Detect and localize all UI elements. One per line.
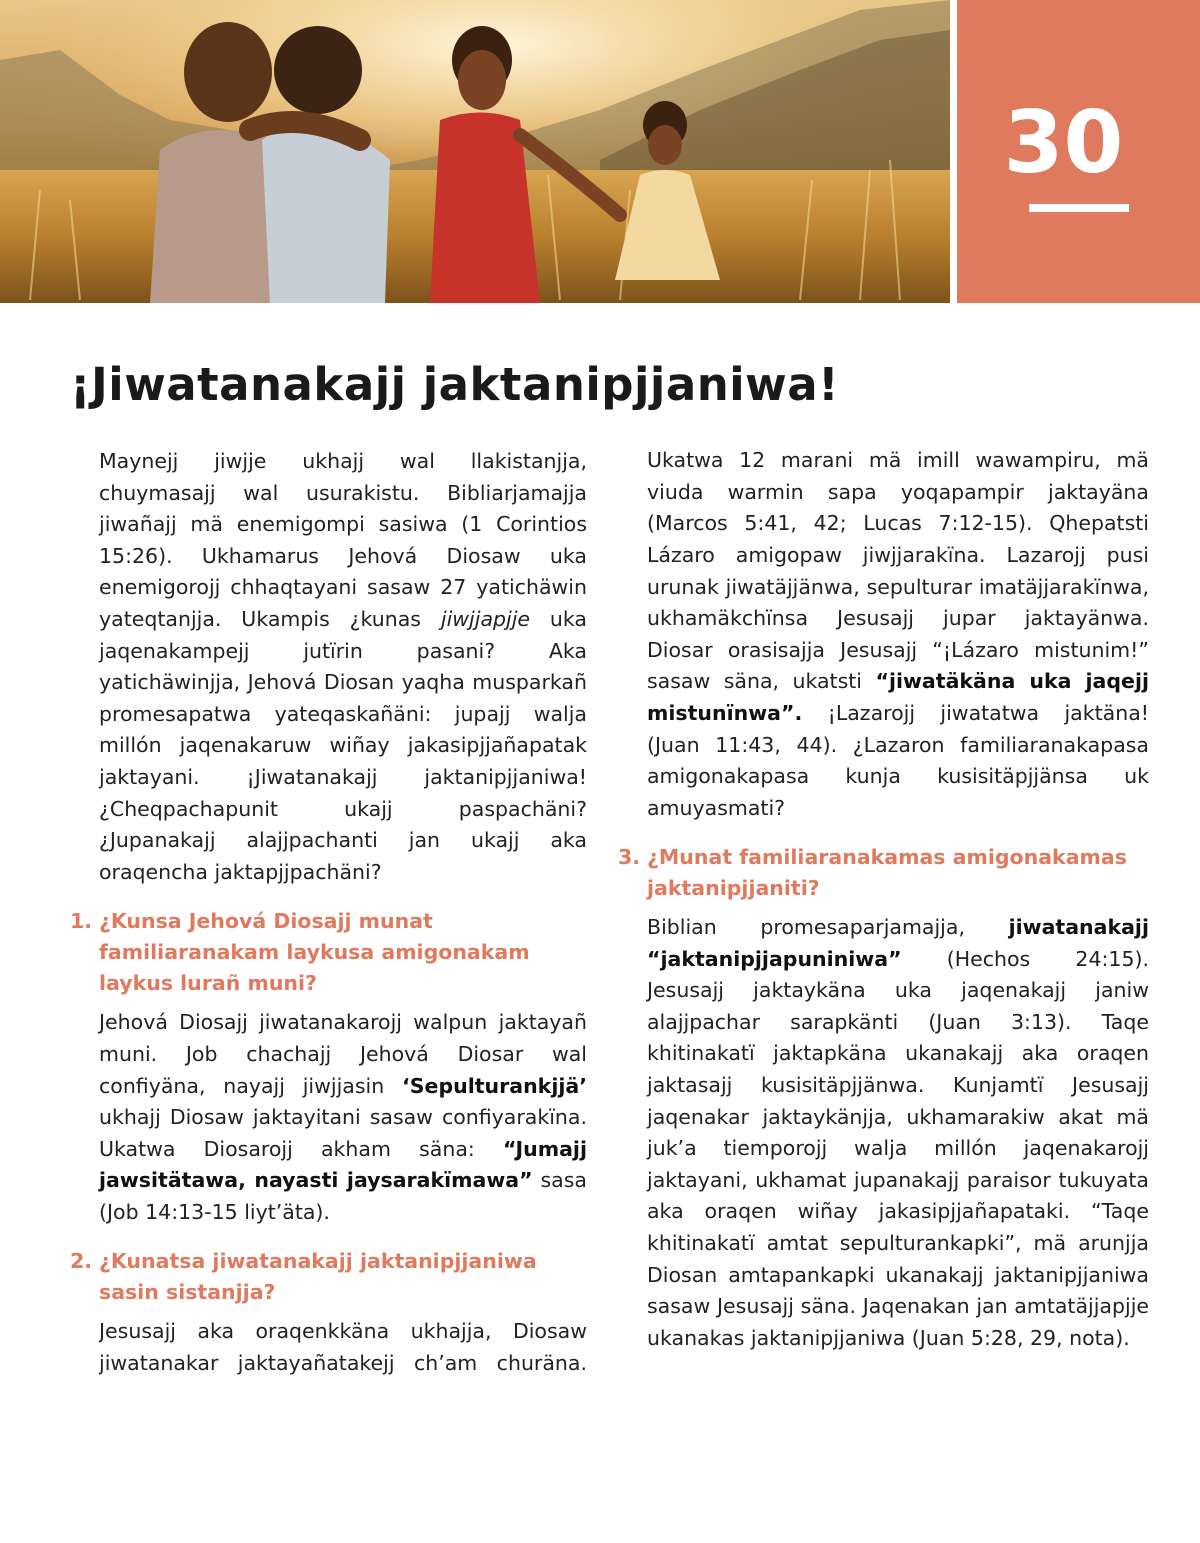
q3-text-1: Biblian promesaparjamajja, xyxy=(647,915,1009,939)
question-2-paragraph-start xyxy=(99,1316,587,1378)
question-3-number: 3. xyxy=(618,845,641,869)
question-3-paragraph xyxy=(623,912,1149,1354)
lesson-number-underline xyxy=(1029,204,1129,212)
intro-text-1: Maynejj jiwjje ukhajj wal llakistanjja, chuymasajj wal usurakistu. Bibliarjamajja jiwañajj mä enemigompi sasiwa (1 Corintios 15:26). Ukhamarus Jehová Diosaw uka enemigorojj chhaqtayani sasaw 27 yatichäwin yateqtanjja. Ukampis ¿kunas xyxy=(99,449,587,631)
q1-bold-2: “Jumajj jawsitätawa, nayasti jaysarakïmawa” xyxy=(99,1136,587,1193)
lesson-number-box xyxy=(957,0,1200,303)
question-2-paragraph-continued xyxy=(623,446,1149,826)
q2-bold-1-cont: “jiwatäkäna uka jaqejj mistunïnwa”. xyxy=(647,669,1149,725)
page-title: ¡Jiwatanakajj jaktanipjjaniwa! xyxy=(70,358,840,411)
q2-text-1-cont: Ukatwa 12 marani mä imill wawampiru, mä viuda warmin sapa yoqapampir jaktayäna (Marcos 5:41, 42; Lucas 7:12-15). Qhepatsti Lázaro amigopaw jiwjjarakïna. Lazarojj pusi urunak jiwatäjjänwa, sepulturar imatäjjarakïnwa, ukhamäkchïnsa Jesusajj jupar jaktayänwa. Diosar orasisajja Jesusajj “¡Lázaro mistunim!” sasaw säna, ukatsti xyxy=(647,448,1149,694)
question-3-text: ¿Munat familiaranakamas amigonakamas jaktanipjjaniti? xyxy=(647,845,1127,900)
question-2-paragraph xyxy=(99,1316,587,1378)
question-1-number: 1. xyxy=(70,909,93,934)
question-1-text: ¿Kunsa Jehová Diosajj munat familiaranakam laykusa amigonakam laykus lurañ muni? xyxy=(99,909,530,996)
question-3-heading xyxy=(618,842,1149,904)
lesson-number: 30 xyxy=(1003,93,1124,193)
hero-photo xyxy=(0,0,950,303)
q3-bold-1: jiwatanakajj “jaktanipjjapuniniwa” xyxy=(647,915,1149,971)
question-2-heading xyxy=(70,1246,587,1308)
q1-text-1: Jehová Diosajj jiwatanakarojj walpun jaktayañ muni. Job chachajj Jehová Diosar wal confiyäna, nayajj jiwjjasin xyxy=(99,1010,587,1098)
intro-italic: jiwjjapjje xyxy=(440,606,531,631)
right-column xyxy=(618,446,1149,1354)
left-column xyxy=(70,446,587,1378)
question-1-heading xyxy=(70,906,587,999)
question-2-paragraph-continuation xyxy=(647,446,1149,824)
hero-illustration xyxy=(0,0,950,303)
q3-text-2: (Hechos 24:15). Jesusajj jaktaykäna uka jaqenakajj janiw alajjpachar sarapkänti (Juan 3:13). Taqe khitinakatï jaktapkäna ukanakajj aka oraqen jaktasajj kusisitäpjjänwa. Kunjamtï Jesusajj jaqenakar jaktaykänjja, ukhamarakiw akat mä juk’a tiemporojj walja millón jaqenakarojj jaktayani, ukhamat jupanakajj paraisor tukuyata aka oraqen wiñay jakasipjjañapataki. “Taqe khitinakatï amtat sepulturankapki”, mä arunjja Diosan amtapankapki ukanakajj jaktanipjjaniwa sasaw Jesusajj säna. Jaqenakan jan amtatäjjapjje ukanakas jaktanipjjaniwa (Juan 5:28, 29, nota). xyxy=(647,946,1149,1350)
question-2-number: 2. xyxy=(70,1249,93,1274)
question-2-text: ¿Kunatsa jiwatanakajj jaktanipjjaniwa sasin sistanjja? xyxy=(99,1249,537,1305)
q1-text-3: sasa (Job 14:13-15 liyt’äta). xyxy=(99,1168,587,1224)
q1-text-2: ukhajj Diosaw jaktayitani sasaw confiyarakïna. Ukatwa Diosarojj akham säna: xyxy=(99,1105,587,1161)
intro-paragraph xyxy=(99,446,587,888)
q1-bold-1: ‘Sepulturankjjä’ xyxy=(402,1073,587,1098)
question-1-paragraph xyxy=(99,1007,587,1228)
intro-text-2: uka jaqenakampejj jutïrin pasani? Aka yatichäwinjja, Jehová Diosan yaqha musparkañ promesapatwa yateqaskañäni: jupajj walja millón jaqenakaruw wiñay jakasipjjañapatak jaktayani. ¡Jiwatanakajj jaktanipjjaniwa! ¿Cheqpachapunit ukajj paspachäni? ¿Jupanakajj alajjpachanti jan ukajj aka oraqencha jaktapjjpachäni? xyxy=(99,606,587,884)
q2-text-1: Jesusajj aka oraqenkkäna ukhajja, Diosaw jiwatanakar jaktayañatakejj ch’am churäna. xyxy=(99,1319,587,1376)
q2-text-2-cont: ¡Lazarojj jiwatatwa jaktäna! (Juan 11:43, 44). ¿Lazaron familiaranakapasa amigonakapasa kunja kusisitäpjjänsa uk amuyasmati? xyxy=(647,700,1149,820)
